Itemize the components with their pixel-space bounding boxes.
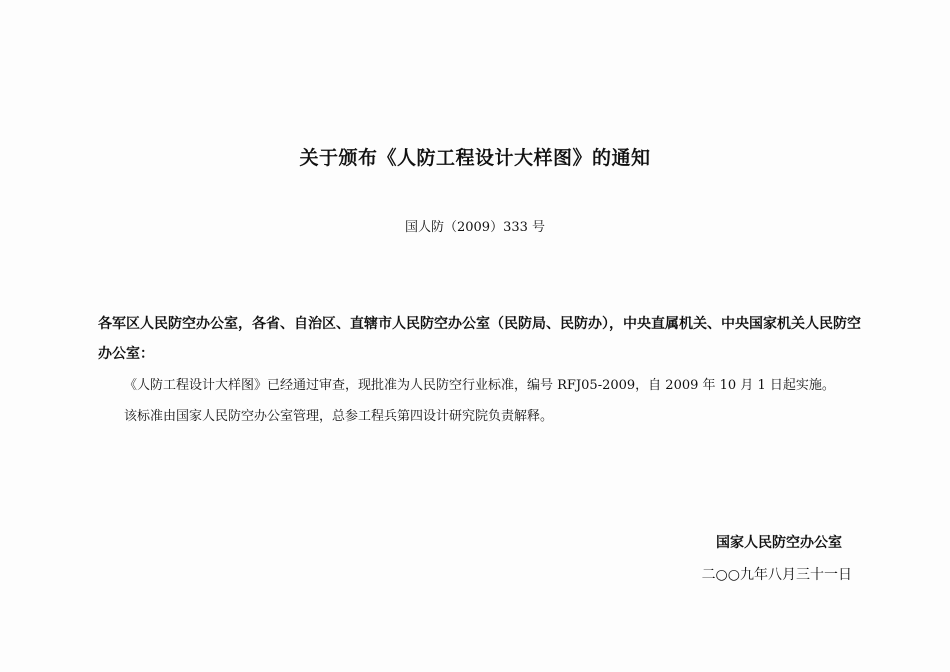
issue-date: 二○○九年八月三十一日 (701, 567, 852, 583)
issuing-authority: 国家人民防空办公室 (716, 535, 842, 551)
body-paragraph-2: 该标准由国家人民防空办公室管理，总参工程兵第四设计研究院负责解释。 (124, 409, 554, 424)
document-number: 国人防（2009）333 号 (404, 220, 546, 235)
body-paragraph-1: 《人防工程设计大样图》已经通过审查，现批准为人民防空行业标准，编号 RFJ05-2009，自 2009 年 10 月 1 日起实施。 (124, 378, 835, 393)
notice-title: 关于颁布《人防工程设计大样图》的通知 (299, 147, 651, 169)
addressee: 各军区人民防空办公室，各省、自治区、直辖市人民防空办公室（民防局、民防办），中央直属机关、中央国家机关人民防空办公室： (98, 316, 861, 362)
